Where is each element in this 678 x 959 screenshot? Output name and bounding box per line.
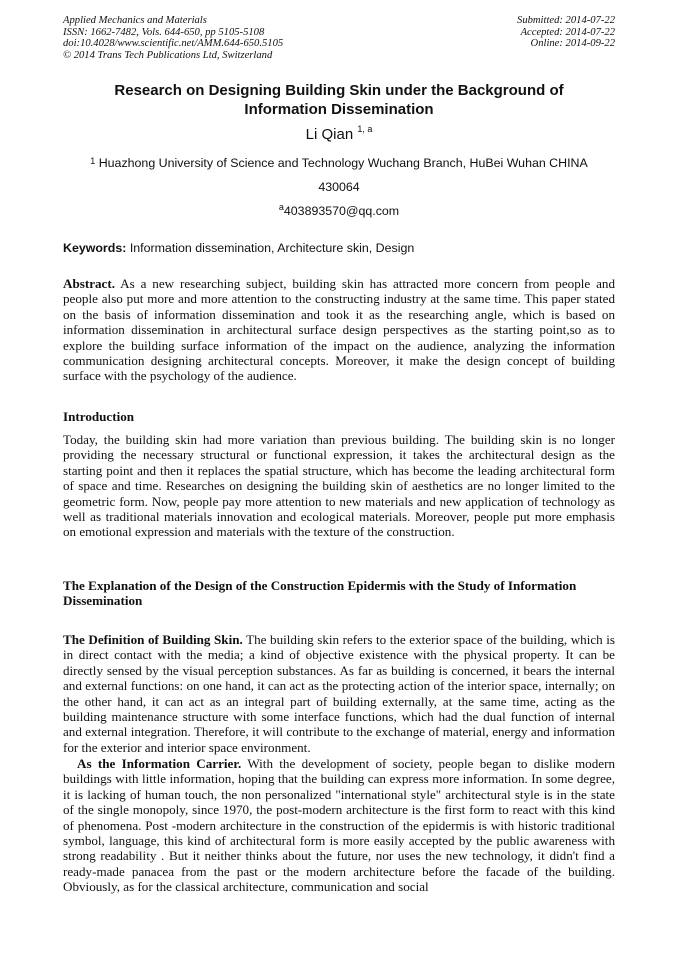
affiliation-superscript: 1 <box>90 156 96 166</box>
title-line-1: Research on Designing Building Skin under the Background of <box>114 82 564 99</box>
accepted-date: Accepted: 2014-07-22 <box>520 26 615 38</box>
header-left <box>63 15 283 61</box>
introduction-heading: Introduction <box>63 409 135 424</box>
author-email <box>0 204 678 218</box>
carrier-paragraph <box>63 756 615 895</box>
affiliation-line-2: 430064 <box>318 180 360 194</box>
affiliation-line-1: Huazhong University of Science and Technology Wuchang Branch, HuBei Wuhan CHINA <box>98 156 588 170</box>
paper-title <box>40 81 638 119</box>
email-superscript: a <box>278 202 284 212</box>
submitted-date: Submitted: 2014-07-22 <box>517 15 615 26</box>
copyright-line: © 2014 Trans Tech Publications Ltd, Switzerland <box>63 49 273 61</box>
introduction-body: Today, the building skin had more variation than previous building. The building skin is no longer providing the necessary structural or functional expression, it takes the architectural design as the starting point and then it replaces the spatial structure, which has become the leading architectural form of space and time. Researches on designing the building skin of aesthetics are no longer limited to the geometric form. Now, people pay more attention to new materials and new application of technology as well as traditional materials innovation and ecological materials. Moreover, people put more emphasis on emotional expression and materials with the texture of the construction. <box>63 432 615 540</box>
definition-paragraph <box>63 632 615 755</box>
definition-text: The building skin refers to the exterior space of the building, which is in direct contact with the media; a kind of objective existence with the physical property. It can be directly sensed by the visual perception substances. As far as building is concerned, it bears the internal and external functions: on one hand, it can act as the protecting action of the interior space, internally; on the other hand, it can act as an integral part of building externally, at the same time, acting as the building maintenance structure with some interface functions, which had the dual function of internal and external integration. Therefore, it will contribute to the exchange of material, energy and information for the exterior and interior space environment. <box>63 632 615 755</box>
author-superscript: 1, a <box>357 124 373 134</box>
doi-line[interactable]: doi:10.4028/www.scientific.net/AMM.644-650.5105 <box>63 38 284 50</box>
definition-label: The Definition of Building Skin. <box>63 632 243 647</box>
author-name: Li Qian <box>305 126 354 143</box>
abstract-text: As a new researching subject, building skin has attracted more concern from people and people also put more and more attention to the constructing industry at the same time. This paper stated on the basis of information dissemination and took it as the researching angle, which is based on information dissemination in architectural surface design perspectives as the starting point,so as to explore the building surface information of the impact on the audience, analyzing the information communication designing architectural concepts. Moreover, it make the design concept of building surface with the psychology of the audience. <box>63 276 615 384</box>
author-line <box>0 126 678 143</box>
section-heading-explanation: The Explanation of the Design of the Construction Epidermis with the Study of Information Dissemination <box>63 578 577 609</box>
email-address[interactable]: 403893570@qq.com <box>283 204 400 218</box>
header-right <box>517 15 615 50</box>
carrier-label: As the Information Carrier. <box>77 756 242 771</box>
title-line-2: Information Dissemination <box>244 101 434 118</box>
abstract <box>63 276 615 384</box>
keywords-text: Information dissemination, Architecture skin, Design <box>129 241 415 255</box>
keywords-label: Keywords: <box>63 241 127 255</box>
carrier-text: With the development of society, people began to dislike modern buildings with little information, hoping that the building can express more information. In some degree, it is lacking of human touch, the non personalized "international style" architectural style is in the state of the single monopoly, since 1970, the post-modern architecture is the first form to react with this kind of phenomena. Post -modern architecture in the construction of the epidermis is with historic traditional symbol, language, this kind of architectural form is more easily accepted by the public awareness with strong readability . But it neither thinks about the future, nor uses the new technology, it didn't find a ready-made panacea from the past or the modern architecture before the facade of the building. Obviously, as for the classical architecture, communication and social <box>63 756 615 895</box>
keywords <box>63 241 615 255</box>
journal-name: Applied Mechanics and Materials <box>63 15 207 26</box>
online-date: Online: 2014-09-22 <box>530 38 615 50</box>
issn-line: ISSN: 1662-7482, Vols. 644-650, pp 5105-5108 <box>63 26 265 38</box>
affiliation <box>63 151 615 199</box>
abstract-label: Abstract. <box>63 276 115 291</box>
